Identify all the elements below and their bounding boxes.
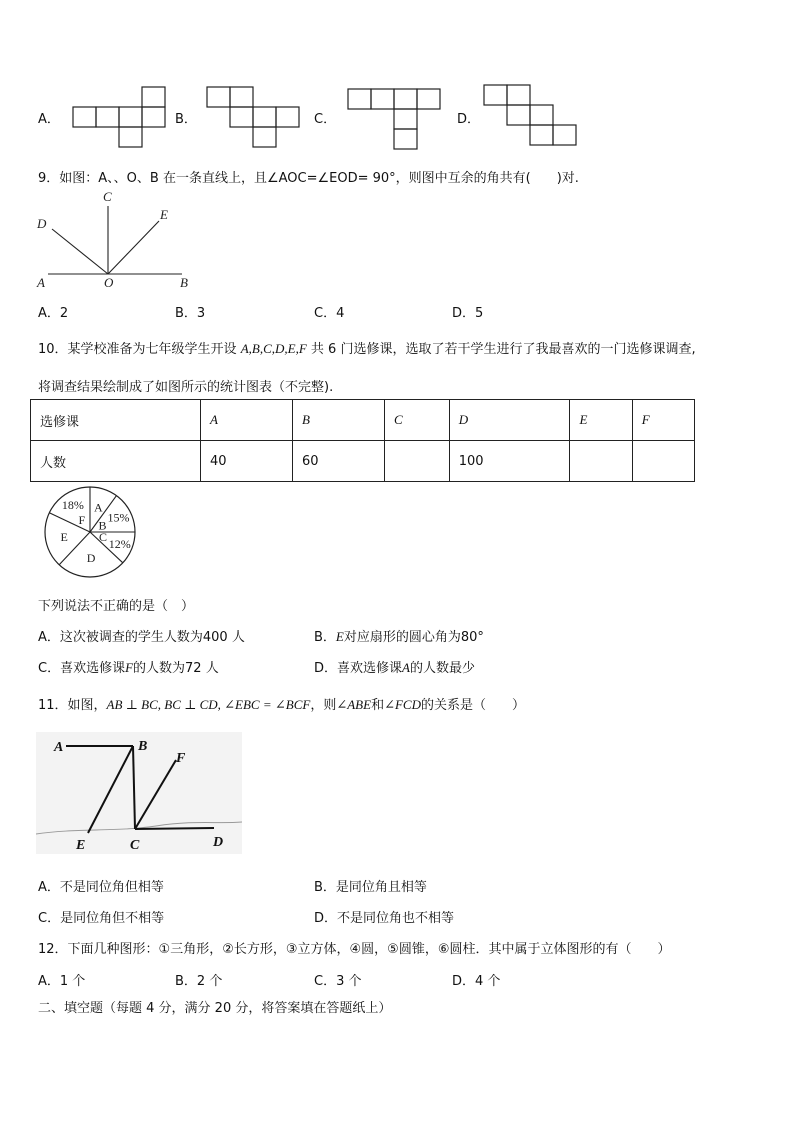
- q10-course-d: D: [449, 400, 570, 441]
- q10-option-b-post: 对应扇形的圆心角为80°: [343, 630, 484, 645]
- q10-prompt: 下列说法不正确的是（ ）: [38, 599, 195, 614]
- pie-label-c: C: [99, 530, 108, 545]
- q10-count-a: 40: [200, 441, 292, 482]
- q10-row-label: 人数: [31, 441, 201, 482]
- q11-label-a: A: [54, 740, 64, 755]
- section2-heading: 二、填空题（每题 4 分，满分 20 分，将答案填在答题纸上）: [38, 1001, 392, 1016]
- q8-net-b-figure: [204, 86, 304, 148]
- q9-option-d: D．5: [452, 306, 484, 321]
- q9-label-e: E: [160, 207, 168, 222]
- q11-option-a: A．不是同位角但相等: [38, 880, 164, 895]
- q12-stem: 12．下面几种图形：①三角形，②长方形，③立方体，④圆，⑤圆锥，⑥圆柱．其中属于立体图形的有（ ）: [38, 942, 671, 957]
- q11-stem-pre: 11．如图，: [38, 698, 107, 713]
- q10-option-c-pre: C．喜欢选修课: [38, 661, 126, 676]
- q10-course-f: F: [632, 400, 694, 441]
- q10-stem-pre: 10．某学校准备为七年级学生开设: [38, 342, 237, 357]
- q10-pie-chart: [40, 485, 140, 581]
- q11-stem-and: 和: [371, 698, 385, 713]
- q8-option-b-label: B．: [175, 112, 197, 127]
- q10-table: [30, 399, 695, 482]
- q8-option-a-label: A．: [38, 112, 60, 127]
- q10-stem-post: 共 6 门选修课，选取了若干学生进行了我最喜欢的一门选修课调查,: [310, 342, 696, 357]
- q11-label-c: C: [130, 838, 140, 853]
- q11-label-f: F: [176, 751, 186, 766]
- q11-stem-mid: ，则: [310, 698, 337, 713]
- q9-label-c: C: [103, 189, 112, 204]
- q8-option-b: [175, 108, 197, 127]
- q9-label-b: B: [180, 275, 188, 290]
- pie-percent-c: 12%: [108, 536, 131, 551]
- q11-label-d: D: [213, 835, 224, 850]
- q10-count-e: [570, 441, 632, 482]
- q9-option-a: A．2: [38, 306, 69, 321]
- q9-option-b: B．3: [175, 306, 206, 321]
- q11-option-c: C．是同位角但不相等: [38, 911, 165, 926]
- q10-option-b-var: E: [335, 629, 344, 644]
- q8-option-d-label: D．: [457, 112, 481, 127]
- q11-stem: [38, 694, 525, 713]
- q11-option-d: D．不是同位角也不相等: [314, 911, 455, 926]
- q8-option-d: [457, 108, 480, 127]
- q8-option-a: [38, 108, 60, 127]
- q9-option-c: C．4: [314, 306, 345, 321]
- q10-course-e: E: [570, 400, 632, 441]
- q10-count-d: 100: [449, 441, 570, 482]
- q10-option-d-post: 的人数最少: [409, 661, 475, 676]
- q10-course-b: B: [292, 400, 384, 441]
- q10-count-b: 60: [292, 441, 384, 482]
- q10-header-label: 选修课: [31, 400, 201, 441]
- q9-label-o: O: [104, 275, 114, 290]
- q12-option-c: C．3 个: [314, 974, 362, 989]
- q10-stem-vars: A,B,C,D,E,F: [240, 341, 307, 356]
- q10-stem-line2: 将调查结果绘制成了如图所示的统计图表（不完整).: [38, 380, 334, 395]
- q10-option-d: [314, 657, 475, 676]
- q9-figure: [34, 186, 199, 292]
- table-row: [31, 441, 695, 482]
- q11-option-b: B．是同位角且相等: [314, 880, 427, 895]
- q8-option-c: [314, 108, 336, 127]
- q10-stem-line1: [38, 338, 696, 357]
- q10-course-a: A: [200, 400, 292, 441]
- pie-label-f: F: [78, 513, 86, 528]
- pie-label-a: A: [94, 500, 103, 515]
- table-row: [31, 400, 695, 441]
- q10-option-b-pre: B．: [314, 630, 336, 645]
- pie-percent-f: 18%: [61, 498, 84, 512]
- q8-net-a-figure: [70, 86, 170, 148]
- q12-option-a: A．1 个: [38, 974, 86, 989]
- q12-option-b: B．2 个: [175, 974, 223, 989]
- q10-option-a: A．这次被调查的学生人数为400 人: [38, 630, 245, 645]
- q10-option-c-var: F: [125, 660, 134, 675]
- q10-option-b: [314, 626, 484, 645]
- q10-option-d-var: A: [402, 660, 410, 675]
- pie-label-d: D: [86, 551, 96, 565]
- pie-percent-b: 15%: [107, 510, 130, 525]
- q10-option-c-post: 的人数为72 人: [133, 661, 219, 676]
- q10-count-f: [632, 441, 694, 482]
- q11-label-b: B: [138, 739, 148, 754]
- pie-label-e: E: [60, 529, 68, 544]
- q11-stem-math2: ∠ABE: [336, 697, 372, 712]
- q9-stem: 9．如图：A、、O、B 在一条直线上，且∠AOC=∠EOD= 90°，则图中互余的角共有( )对.: [38, 171, 579, 186]
- q9-label-a: A: [37, 275, 45, 290]
- q8-option-c-label: C．: [314, 112, 337, 127]
- q11-stem-post: 的关系是（ ）: [420, 698, 525, 713]
- q8-net-c-figure: [346, 88, 442, 150]
- q11-stem-math: AB ⊥ BC, BC ⊥ CD, ∠EBC = ∠BCF: [106, 697, 311, 712]
- pie-label-b: B: [98, 518, 107, 533]
- q10-course-c: C: [385, 400, 450, 441]
- q10-count-c: [385, 441, 450, 482]
- q8-net-d-figure: [482, 84, 582, 146]
- q11-stem-math3: ∠FCD: [384, 697, 421, 712]
- q11-label-e: E: [76, 838, 86, 853]
- q12-option-d: D．4 个: [452, 974, 501, 989]
- q10-option-d-pre: D．喜欢选修课: [314, 661, 403, 676]
- q9-label-d: D: [37, 216, 47, 231]
- q10-option-c: [38, 657, 219, 676]
- q11-figure: [36, 732, 242, 854]
